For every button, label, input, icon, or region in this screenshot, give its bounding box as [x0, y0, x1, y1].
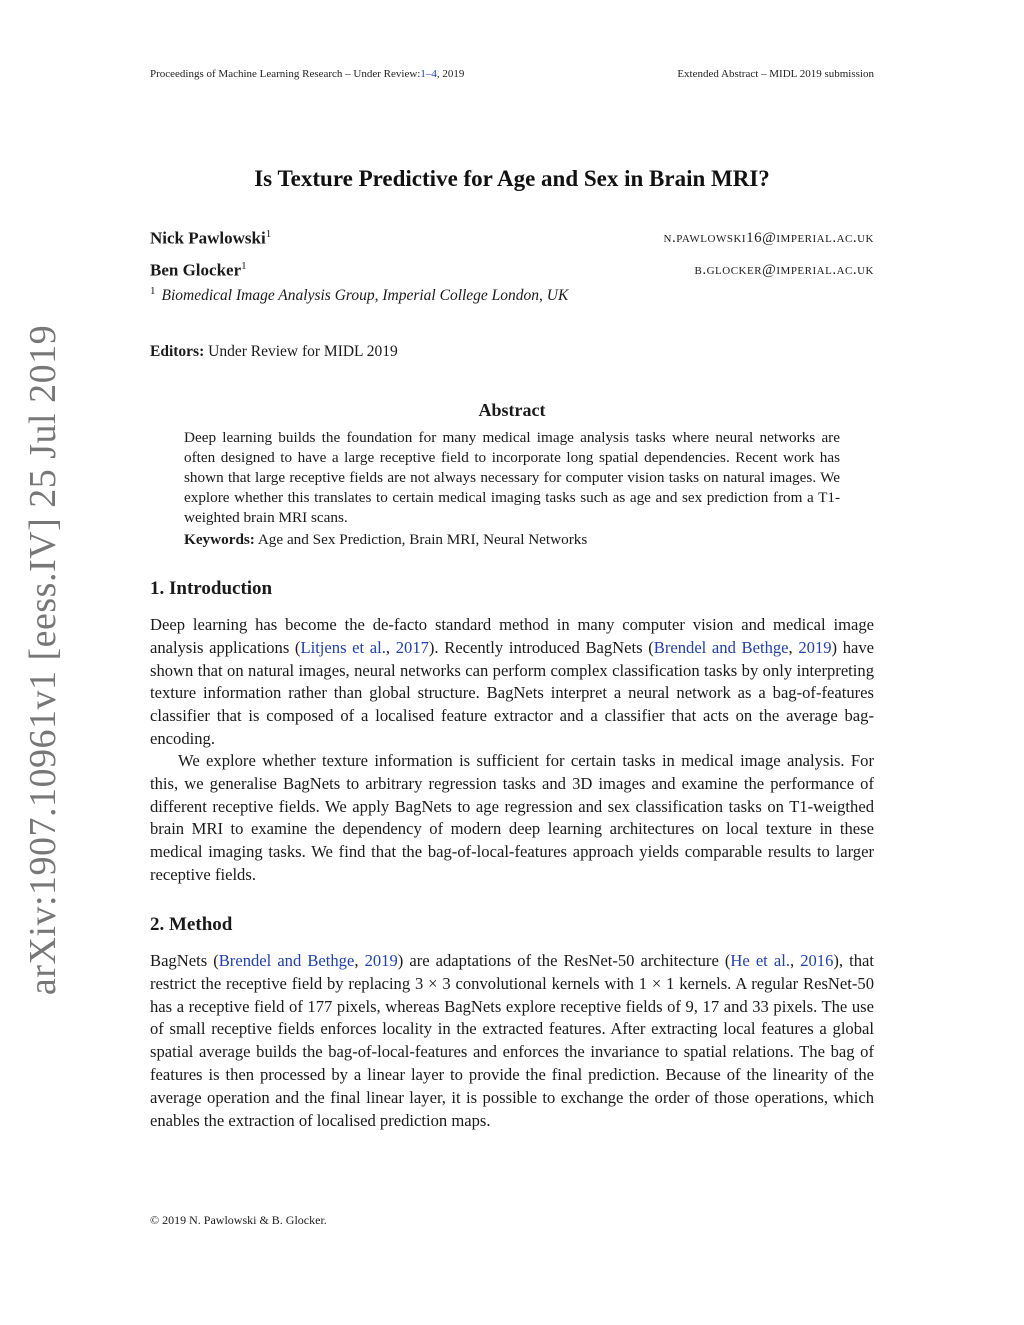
pages-link[interactable]: 1–4 [420, 68, 437, 80]
keywords-line: Keywords: Age and Sex Prediction, Brain MRI, Neural Networks [184, 531, 588, 548]
author-row-1 [150, 228, 874, 252]
author-row-2 [150, 260, 874, 284]
author-name: Nick Pawlowski$^1$ [150, 228, 272, 248]
citation-year-link[interactable]: 2019 [364, 951, 398, 970]
intro-paragraph-2: We explore whether texture information is sufficient for certain tasks in medical image analysis. For this, we generalise BagNets to arbitrary regression tasks and 3D images and examine the performance of different receptive fields. We apply BagNets to age regression and sex classification tasks on T1-weigthed brain MRI to examine the dependency of modern deep learning architectures on local texture in these medical imaging tasks. We find that the bag-of-local-features approach yields comparable results to larger receptive fields. [150, 751, 874, 884]
section-heading-introduction: 1. Introduction [150, 578, 273, 599]
affiliation: $^1$ Biomedical Image Analysis Group, Imperial College London, UK [150, 285, 569, 305]
citation-link[interactable]: Brendel and Bethge [653, 637, 789, 657]
author-email: b.glocker@imperial.ac.uk [694, 262, 874, 278]
intro-paragraph-1: Deep learning has become the de-facto standard method in many computer vision and medical image analysis applications (Litjens et al., 2017). Recently introduced BagNets (Brendel and Bethge, 2019) have shown that on natural images, neural networks can perform complex classification tasks by only interpreting texture information rather than global structure. BagNets interpret a neural network as a bag-of-features classifier that is composed of a localised feature extractor and a classifier that acts on the average bag-encoding. [150, 615, 875, 748]
author-email: n.pawlowski16@imperial.ac.uk [663, 230, 874, 246]
paper-title: Is Texture Predictive for Age and Sex in Brain MRI? [254, 166, 770, 191]
citation-link[interactable]: Litjens et al. [300, 637, 386, 657]
running-head-right: Extended Abstract – MIDL 2019 submission [677, 68, 874, 80]
copyright-notice: © 2019 N. Pawlowski & B. Glocker. [150, 1213, 327, 1227]
arxiv-stamp: arXiv:1907.10961v1 [eess.IV] 25 Jul 2019 [22, 324, 64, 996]
running-head-left: Proceedings of Machine Learning Research – Under Review:1–4, 2019 [150, 68, 465, 80]
citation-year-link[interactable]: 2019 [798, 637, 832, 657]
method-paragraph-1: BagNets (Brendel and Bethge, 2019) are adaptations of the ResNet-50 architecture (He et al., 2016), that restrict the receptive field by replacing 3 × 3 convolutional kernels with 1 × 1 kernels. A regular ResNet-50 has a receptive field of 177 pixels, whereas BagNets explore receptive fields of 9, 17 and 33 pixels. The use of small receptive fields enforces locality in the extracted features. After extracting local features a global spatial average builds the bag-of-local-features and enforces the invariance to spatial relations. The bag of features is then processed by a linear layer to provide the final prediction. Because of the linearity of the average operation and the final linear layer, it is possible to exchange the order of those operations, which enables the extraction of localised prediction maps. [150, 951, 875, 1130]
section-heading-method: 2. Method [150, 914, 233, 935]
citation-link[interactable]: Brendel and Bethge [218, 951, 355, 970]
citation-link[interactable]: He et al. [730, 951, 790, 970]
abstract-text: Deep learning builds the foundation for many medical image analysis tasks where neural networks are often designed to have a large receptive field to incorporate long spatial dependencies. Recent work has shown that large receptive fields are not always necessary for computer vision tasks on natural images. We explore whether this translates to certain medical imaging tasks such as age and sex prediction from a T1-weighted brain MRI scans. [184, 429, 840, 526]
citation-year-link[interactable]: 2016 [800, 951, 834, 970]
editors-line: Editors: Under Review for MIDL 2019 [150, 343, 398, 360]
running-head [150, 68, 874, 80]
author-name: Ben Glocker$^1$ [150, 260, 247, 280]
citation-year-link[interactable]: 2017 [395, 637, 429, 657]
abstract-heading: Abstract [478, 400, 546, 420]
